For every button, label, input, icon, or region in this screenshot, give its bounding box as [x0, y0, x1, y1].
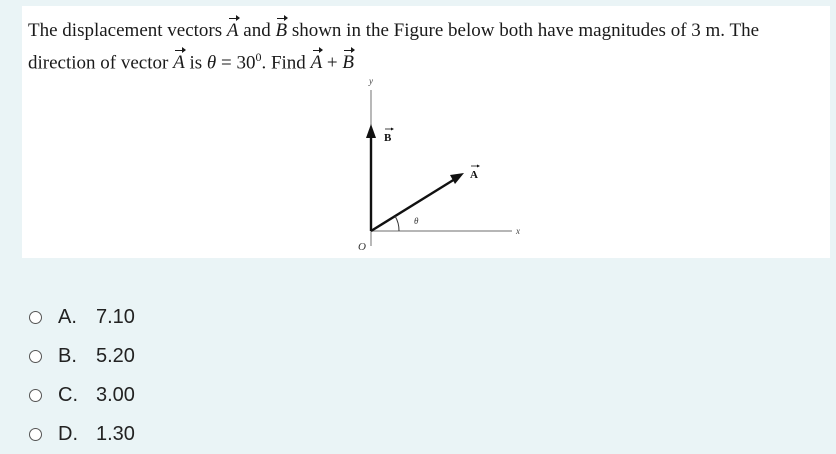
option-b-letter: B. [58, 345, 77, 367]
degree-symbol: 0 [255, 50, 262, 64]
option-c-letter: C. [58, 384, 78, 406]
vector-b-symbol: B [275, 17, 287, 44]
option-b-value: 5.20 [96, 345, 135, 367]
theta-symbol: θ [206, 52, 217, 74]
answer-options [29, 298, 135, 454]
question-text [28, 17, 828, 76]
vector-a-label: A [470, 169, 478, 181]
vector-figure [327, 74, 547, 258]
x-axis-label: x [516, 226, 520, 236]
vector-a-arrowhead [450, 173, 464, 184]
vector-a-arrow [371, 179, 455, 231]
option-d-value: 1.30 [96, 423, 135, 445]
option-a-letter: A. [58, 306, 77, 328]
question-card [22, 6, 830, 258]
origin-label: O [358, 241, 366, 253]
option-c[interactable] [29, 376, 135, 415]
vector-a-symbol: A [173, 49, 185, 76]
y-axis-label: y [369, 76, 373, 86]
option-b[interactable] [29, 337, 135, 376]
option-a[interactable] [29, 298, 135, 337]
theta-arc [395, 216, 399, 231]
question-line-1: The displacement vectors A and B shown in the Figure below both have magnitudes of 3 m. The [28, 17, 828, 44]
option-d[interactable] [29, 415, 135, 454]
vector-a-symbol: A [227, 17, 239, 44]
theta-label: θ [414, 216, 419, 226]
option-c-value: 3.00 [96, 384, 135, 406]
radio-option-c[interactable] [29, 389, 42, 402]
vector-b-arrowhead [366, 124, 376, 138]
vector-b-label: B [384, 132, 392, 144]
vector-b-symbol: B [342, 49, 354, 76]
option-d-letter: D. [58, 423, 78, 445]
radio-option-a[interactable] [29, 311, 42, 324]
radio-option-d[interactable] [29, 428, 42, 441]
vector-a-symbol: A [311, 49, 323, 76]
option-a-value: 7.10 [96, 306, 135, 328]
question-line-2: direction of vector A is $\theta = 30^0$. Find A + B [28, 44, 828, 76]
radio-option-b[interactable] [29, 350, 42, 363]
